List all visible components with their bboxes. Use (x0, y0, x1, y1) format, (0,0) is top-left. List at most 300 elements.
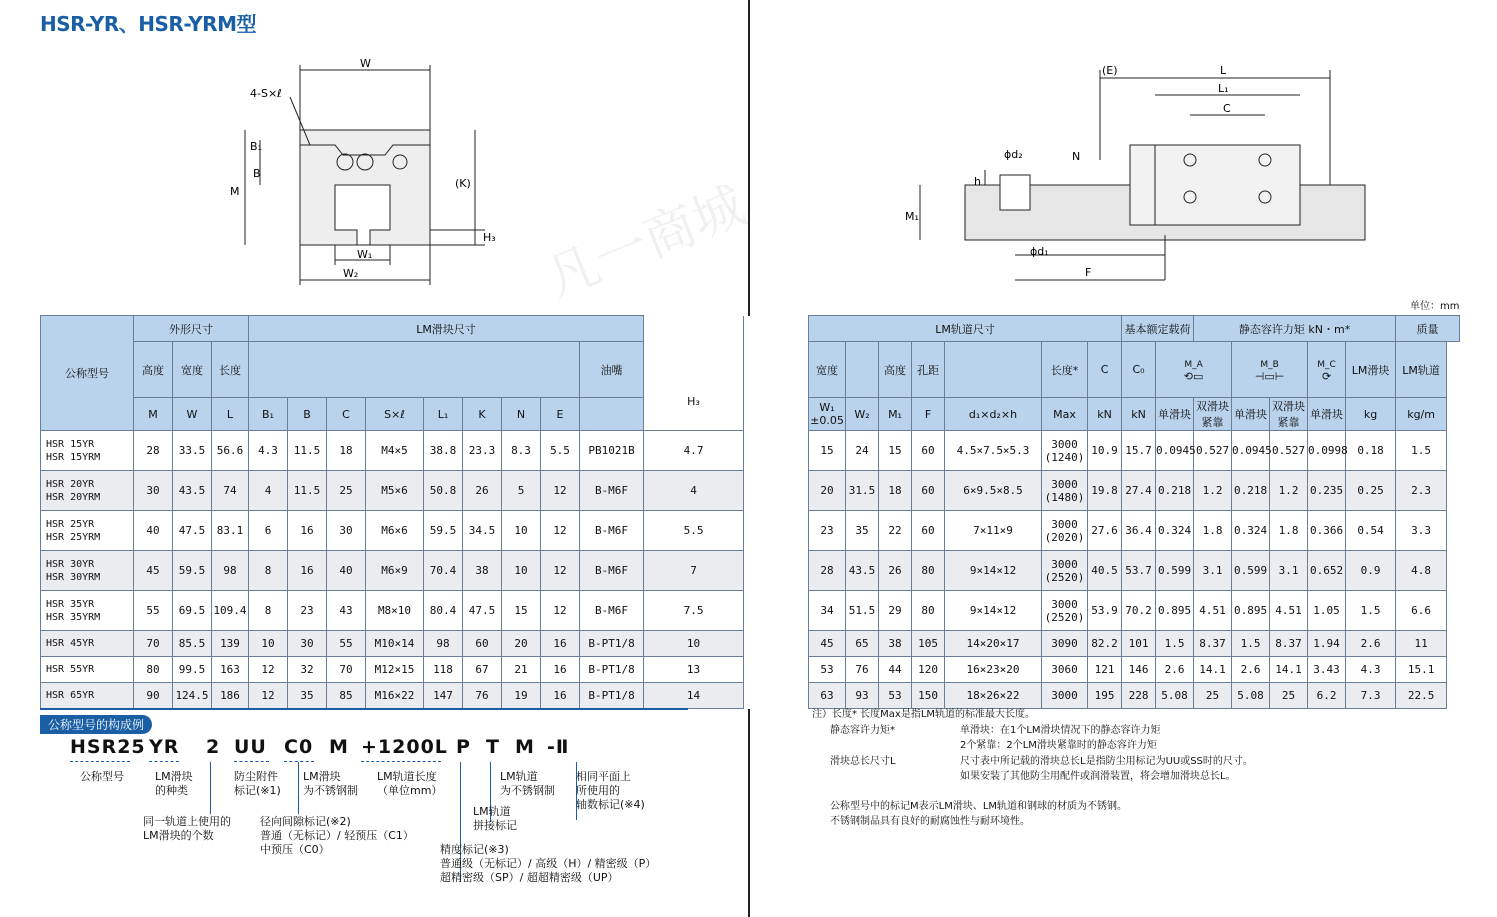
table-row (41, 511, 1460, 551)
table-cell: 33.5 (173, 431, 212, 471)
table-cell: 24 (846, 431, 879, 471)
cell-line: 3000 (1051, 437, 1078, 451)
table-cell: 59.5 (424, 511, 463, 551)
th-u-double2: 双滑块紧靠 (1270, 398, 1308, 431)
table-cell: 43.5 (173, 471, 212, 511)
dim-m1-label: M₁ (905, 210, 919, 223)
watermark: 凡一商城 (538, 175, 754, 310)
th-u-b1: B₁ (249, 398, 288, 431)
label-count-1: 同一轨道上使用的 (143, 815, 231, 828)
code-part-accuracy: P (456, 736, 471, 758)
table-cell: 0.895 (1232, 591, 1270, 631)
th-u-n: N (502, 398, 541, 431)
label-joint-2: 拼接标记 (473, 819, 517, 832)
cell-line: HSR 65YR (46, 690, 95, 701)
label-count-2: LM滑块的个数 (143, 829, 214, 842)
table-cell: 93 (846, 683, 879, 709)
table-cell (1042, 551, 1088, 591)
mb-icon: ⊣▭⊢ (1254, 369, 1285, 383)
table-cell: B-PT1/8 (580, 631, 644, 657)
th-h3 (644, 316, 744, 431)
table-cell (744, 511, 809, 551)
cell-line: 3060 (1051, 663, 1078, 676)
end-view-drawing (225, 55, 515, 295)
table-cell: 150 (912, 683, 945, 709)
page-title: HSR-YR、HSR-YRM型 (40, 12, 256, 36)
table-cell: 124.5 (173, 683, 212, 709)
table-cell: 53 (879, 683, 912, 709)
table-cell: 70 (134, 631, 173, 657)
cell-line: (1480) (1044, 490, 1085, 504)
table-cell: 9×14×12 (945, 591, 1042, 631)
table-cell: 40.5 (1088, 551, 1122, 591)
th-u-c: C (327, 398, 366, 431)
th-nipple: 油嘴 (580, 342, 644, 398)
table-cell: 98 (212, 551, 249, 591)
table-cell: 98 (424, 631, 463, 657)
th-pitch: 孔距 (912, 342, 945, 398)
table-row (41, 591, 1460, 631)
table-cell: 14.1 (1194, 657, 1232, 683)
dim-l-label: L (1220, 64, 1227, 77)
table-cell: 28 (809, 551, 846, 591)
table-cell: M5×6 (366, 471, 424, 511)
label-block-type-2: 的种类 (155, 784, 188, 797)
th-u-single2: 单滑块 (1232, 398, 1270, 431)
label-axes-2: 所使用的 (576, 784, 620, 797)
table-cell: 10 (644, 631, 744, 657)
label-clear-3: 中预压（C0） (260, 843, 330, 856)
table-cell: 85 (327, 683, 366, 709)
table-cell: 6.2 (1308, 683, 1346, 709)
table-cell: 1.5 (1232, 631, 1270, 657)
th-u-kn2: kN (1122, 398, 1156, 431)
table-cell: 0.599 (1156, 551, 1194, 591)
table-cell: 31.5 (846, 471, 879, 511)
table-cell: 15.1 (1396, 657, 1447, 683)
table-cell: 15 (809, 431, 846, 471)
table-cell: PB1021B (580, 431, 644, 471)
th-u-max: Max (1042, 398, 1088, 431)
composition-heading: 公称型号的构成例 (40, 715, 152, 734)
label-dust-2: 标记(※1) (234, 784, 281, 797)
cell-line: 3000 (1051, 689, 1078, 702)
table-cell: 7 (644, 551, 744, 591)
table-cell: 4 (644, 471, 744, 511)
note-moment (812, 723, 1253, 739)
dim-w-label: W (360, 57, 371, 70)
th-h3-label: H₃ (687, 395, 700, 409)
table-cell: 5.08 (1232, 683, 1270, 709)
mc-icon: ⟳ (1321, 369, 1332, 383)
table-cell: 3.3 (1396, 511, 1447, 551)
note-total-length-label: 滑块总长尺寸L (830, 755, 896, 767)
table-cell: 56.6 (212, 431, 249, 471)
table-cell: 139 (212, 631, 249, 657)
th-rail-height: 高度 (879, 342, 912, 398)
table-cell: 63 (809, 683, 846, 709)
th-mc-label: M_C (1317, 359, 1336, 370)
table-cell: 59.5 (173, 551, 212, 591)
table-cell: 1.05 (1308, 591, 1346, 631)
table-cell: 43 (327, 591, 366, 631)
th-u-w2: W₂ (846, 398, 879, 431)
table-cell: 65 (846, 631, 879, 657)
table-cell: 12 (249, 683, 288, 709)
cell-line: HSR 55YR (46, 664, 95, 675)
table-cell: 195 (1088, 683, 1122, 709)
dim-s-label: 4-S×ℓ (250, 87, 282, 100)
table-cell (41, 551, 134, 591)
table-cell: 12 (541, 471, 580, 511)
table-cell: 8.37 (1194, 631, 1232, 657)
label-dust-1: 防尘附件 (234, 770, 278, 783)
table-cell: 16 (541, 657, 580, 683)
table-cell: 18 (327, 431, 366, 471)
table-row (41, 471, 1460, 511)
table-cell (744, 683, 809, 709)
cell-line: 3000 (1051, 557, 1078, 571)
table-cell: 47.5 (463, 591, 502, 631)
dim-w2-label: W₂ (343, 267, 359, 280)
label-clear-2: 普通（无标记）/ 轻预压（C1） (260, 829, 414, 842)
table-cell: 6 (249, 511, 288, 551)
table-cell: 55 (327, 631, 366, 657)
cell-line: (2520) (1044, 610, 1085, 624)
table-cell: 12 (541, 511, 580, 551)
unit-label: 单位：mm (1410, 301, 1460, 312)
dim-b1-label: B₁ (250, 140, 262, 153)
table-cell (1042, 657, 1088, 683)
cell-line: HSR 25YR (46, 518, 95, 530)
table-row (41, 657, 1460, 683)
table-cell: 20 (502, 631, 541, 657)
label-acc-2: 普通级（无标记）/ 高级（H）/ 精密级（P） (440, 857, 657, 870)
table-cell: 26 (463, 471, 502, 511)
table-cell: 228 (1122, 683, 1156, 709)
table-cell: 80 (912, 551, 945, 591)
table-cell: 16 (541, 631, 580, 657)
th-u-double1: 双滑块紧靠 (1194, 398, 1232, 431)
table-cell: 12 (541, 591, 580, 631)
table-cell: 29 (879, 591, 912, 631)
table-cell: M6×9 (366, 551, 424, 591)
table-cell: 38.8 (424, 431, 463, 471)
table-cell: M10×14 (366, 631, 424, 657)
table-cell: 90 (134, 683, 173, 709)
table-cell: 83.1 (212, 511, 249, 551)
table-cell: 0.218 (1156, 471, 1194, 511)
note-total-length-a: 尺寸表中所记载的滑块总长L是指防尘用标记为UU或SS时的尺寸。 (960, 755, 1253, 767)
table-cell: 23.3 (463, 431, 502, 471)
table-cell: 4.51 (1270, 591, 1308, 631)
table-cell: 34.5 (463, 511, 502, 551)
table-cell: 186 (212, 683, 249, 709)
cell-line: HSR 35YRM (46, 611, 101, 623)
cell-line: (1240) (1044, 450, 1085, 464)
table-cell: 2.3 (1396, 471, 1447, 511)
label-rail-len-2: （单位mm） (377, 784, 443, 797)
table-cell: 55 (134, 591, 173, 631)
label-acc-3: 超精密级（SP）/ 超超精密级（UP） (440, 871, 619, 884)
label-block-ss-1: LM滑块 (303, 770, 341, 783)
table-cell: B-M6F (580, 511, 644, 551)
table-cell: 7.5 (644, 591, 744, 631)
table-cell: 28 (134, 431, 173, 471)
table-cell (1042, 631, 1088, 657)
table-cell: 53 (809, 657, 846, 683)
table-cell: 20 (809, 471, 846, 511)
th-ma (1156, 342, 1232, 398)
note-corrosion: 不锈钢制品具有良好的耐腐蚀性与耐环境性。 (830, 816, 1030, 827)
th-mb (1232, 342, 1308, 398)
th-u-f: F (912, 398, 945, 431)
th-u-k: K (463, 398, 502, 431)
label-block-ss-2: 为不锈钢制 (303, 784, 358, 797)
table-cell: 45 (809, 631, 846, 657)
table-cell: 35 (846, 511, 879, 551)
table-cell: 60 (463, 631, 502, 657)
th-u-single1: 单滑块 (1156, 398, 1194, 431)
table-cell: 105 (912, 631, 945, 657)
table-cell: 25 (327, 471, 366, 511)
table-cell: 7×11×9 (945, 511, 1042, 551)
table-cell: 47.5 (173, 511, 212, 551)
table-cell: 0.25 (1346, 471, 1396, 511)
table-cell: 27.4 (1122, 471, 1156, 511)
table-row (41, 551, 1460, 591)
table-cell: 0.527 (1194, 431, 1232, 471)
th-u-nipple-blank (580, 398, 644, 431)
th-block-blank (249, 342, 580, 398)
th-u-single3: 单滑块 (1308, 398, 1346, 431)
table-cell: 43.5 (846, 551, 879, 591)
th-ma-label: M_A (1184, 359, 1203, 370)
table-cell: 121 (1088, 657, 1122, 683)
cell-line: 3090 (1051, 637, 1078, 650)
th-width: 宽度 (173, 342, 212, 398)
table-cell: 60 (912, 471, 945, 511)
table-cell (41, 471, 134, 511)
note-moment-label: 静态容许力矩* (830, 724, 895, 736)
note-stainless: 公称型号中的标记M表示LM滑块、LM轨道和钢球的材质为不锈钢。 (830, 800, 1128, 812)
table-row (41, 431, 1460, 471)
ma-icon: ⟲▭ (1183, 369, 1204, 383)
th-u-w1 (809, 398, 846, 431)
table-cell: 76 (846, 657, 879, 683)
table-cell: 32 (288, 657, 327, 683)
th-rail: LM轨道尺寸 (809, 316, 1122, 342)
table-cell: 147 (424, 683, 463, 709)
side-view-drawing (900, 60, 1370, 290)
table-cell: 9×14×12 (945, 551, 1042, 591)
th-c: C (1088, 342, 1122, 398)
table-cell: 99.5 (173, 657, 212, 683)
table-cell: M16×22 (366, 683, 424, 709)
table-cell (1042, 431, 1088, 471)
table-cell: 35 (288, 683, 327, 709)
table-cell: 0.324 (1232, 511, 1270, 551)
dim-h3-label: H₃ (483, 231, 496, 244)
label-rail-ss-1: LM轨道 (500, 770, 538, 783)
note-total-length-b: 如果安装了其他防尘用配件或润滑装置，将会增加滑块总长L。 (960, 771, 1236, 782)
label-clear-1: 径向间隙标记(※2) (260, 815, 351, 828)
table-cell: 4.5×7.5×5.3 (945, 431, 1042, 471)
table-cell: 23 (809, 511, 846, 551)
table-cell: 2.6 (1346, 631, 1396, 657)
dim-e-label: (E) (1102, 64, 1118, 77)
table-cell: 0.9 (1346, 551, 1396, 591)
table-cell: 44 (879, 657, 912, 683)
code-part-model: HSR25 (70, 736, 146, 758)
table-cell: 146 (1122, 657, 1156, 683)
table-cell: 1.8 (1270, 511, 1308, 551)
table-cell: 16 (288, 511, 327, 551)
th-u-l: L (212, 398, 249, 431)
table-cell: 109.4 (212, 591, 249, 631)
table-cell: 1.2 (1194, 471, 1232, 511)
table-cell: 70.2 (1122, 591, 1156, 631)
table-cell: 16 (288, 551, 327, 591)
table-cell: 11.5 (288, 431, 327, 471)
table-cell: 8.37 (1270, 631, 1308, 657)
table-cell: 40 (327, 551, 366, 591)
table-cell (41, 431, 134, 471)
th-mb-label: M_B (1260, 359, 1279, 370)
table-cell: 3.1 (1270, 551, 1308, 591)
table-cell (744, 471, 809, 511)
table-cell: 0.0945 (1156, 431, 1194, 471)
cell-line: HSR 15YRM (46, 451, 101, 463)
table-cell: M12×15 (366, 657, 424, 683)
th-u-w1a: W₁ (819, 401, 835, 414)
table-cell: 30 (288, 631, 327, 657)
table-cell: 0.0945 (1232, 431, 1270, 471)
dim-h-label: h (974, 175, 981, 188)
table-cell: 15 (879, 431, 912, 471)
table-cell (41, 683, 134, 709)
table-cell: 30 (134, 471, 173, 511)
th-length: 长度 (212, 342, 249, 398)
table-cell: 3.43 (1308, 657, 1346, 683)
table-cell: 82.2 (1088, 631, 1122, 657)
table-cell: 10 (502, 511, 541, 551)
table-cell: 0.0998 (1308, 431, 1346, 471)
dim-l1-label: L₁ (1218, 82, 1229, 95)
table-cell: 60 (912, 511, 945, 551)
label-acc-1: 精度标记(※3) (440, 843, 509, 856)
note-total-length (812, 754, 1253, 770)
th-block: LM滑块尺寸 (249, 316, 644, 342)
table-row (41, 683, 1460, 709)
table-cell (744, 631, 809, 657)
table-cell: 38 (879, 631, 912, 657)
table-cell (1042, 471, 1088, 511)
table-cell: 0.652 (1308, 551, 1346, 591)
table-cell: 40 (134, 511, 173, 551)
table-cell: B-M6F (580, 551, 644, 591)
table-cell: 2.6 (1156, 657, 1194, 683)
table-cell: 4.3 (249, 431, 288, 471)
table-cell: 70 (327, 657, 366, 683)
notes-section (812, 707, 1253, 830)
code-part-axes: -Ⅱ (547, 736, 570, 758)
table-cell (41, 657, 134, 683)
label-axes-1: 相同平面上 (576, 770, 631, 783)
table-cell: 80 (134, 657, 173, 683)
cell-line: (2520) (1044, 570, 1085, 584)
table-cell: 13 (644, 657, 744, 683)
th-rail-len: 长度* (1042, 342, 1088, 398)
table-cell: 14×20×17 (945, 631, 1042, 657)
table-cell: 45 (134, 551, 173, 591)
table-cell: 25 (1194, 683, 1232, 709)
table-cell: 53.9 (1088, 591, 1122, 631)
table-cell: 80.4 (424, 591, 463, 631)
table-cell: 8 (249, 551, 288, 591)
cell-line: 3000 (1051, 477, 1078, 491)
note-moment-b: 2个紧靠：2个LM滑块紧靠时的静态容许力矩 (960, 740, 1157, 751)
dim-c-label: C (1223, 102, 1231, 115)
th-dh-blank (945, 342, 1042, 398)
code-part-type: YR (149, 736, 180, 758)
table-cell: 16×23×20 (945, 657, 1042, 683)
table-cell: M4×5 (366, 431, 424, 471)
label-model: 公称型号 (80, 770, 124, 783)
th-c0: C₀ (1122, 342, 1156, 398)
table-cell: 34 (809, 591, 846, 631)
th-u-w: W (173, 398, 212, 431)
table-cell: 4 (249, 471, 288, 511)
table-cell: 5.08 (1156, 683, 1194, 709)
table-cell: 1.8 (1194, 511, 1232, 551)
table-cell: 1.5 (1156, 631, 1194, 657)
table-cell: 1.5 (1396, 431, 1447, 471)
table-cell: 16 (541, 683, 580, 709)
label-block-type-1: LM滑块 (155, 770, 193, 783)
th-u-kgm: kg/m (1396, 398, 1447, 431)
table-cell: 85.5 (173, 631, 212, 657)
table-cell: 36.4 (1122, 511, 1156, 551)
table-cell (744, 591, 809, 631)
table-cell: 0.18 (1346, 431, 1396, 471)
table-cell: 1.94 (1308, 631, 1346, 657)
th-mass: 质量 (1396, 316, 1460, 342)
dim-k-label: (K) (455, 177, 471, 190)
th-mc (1308, 342, 1346, 398)
label-rail-len-1: LM轨道长度 (377, 770, 437, 783)
table-cell: 15 (502, 591, 541, 631)
th-u-w1b: ±0.05 (810, 414, 844, 427)
table-cell: B-M6F (580, 591, 644, 631)
dim-n-label: N (1072, 150, 1081, 163)
table-cell (1042, 511, 1088, 551)
th-moment: 静态容许力矩 kN・m* (1194, 316, 1396, 342)
table-cell: 38 (463, 551, 502, 591)
dim-d2-label: ϕd₂ (1004, 148, 1023, 161)
table-cell: 12 (249, 657, 288, 683)
table-cell: 27.6 (1088, 511, 1122, 551)
note-length: 注）长度* 长度Max是指LM轨道的标准最大长度。 (812, 709, 1036, 720)
table-cell: 118 (424, 657, 463, 683)
composition-rule (40, 708, 688, 710)
table-cell: B-M6F (580, 471, 644, 511)
table-cell (744, 657, 809, 683)
cell-line: HSR 30YRM (46, 571, 101, 583)
table-cell: 3.1 (1194, 551, 1232, 591)
label-joint-1: LM轨道 (473, 805, 511, 818)
label-rail-ss-2: 为不锈钢制 (500, 784, 555, 797)
